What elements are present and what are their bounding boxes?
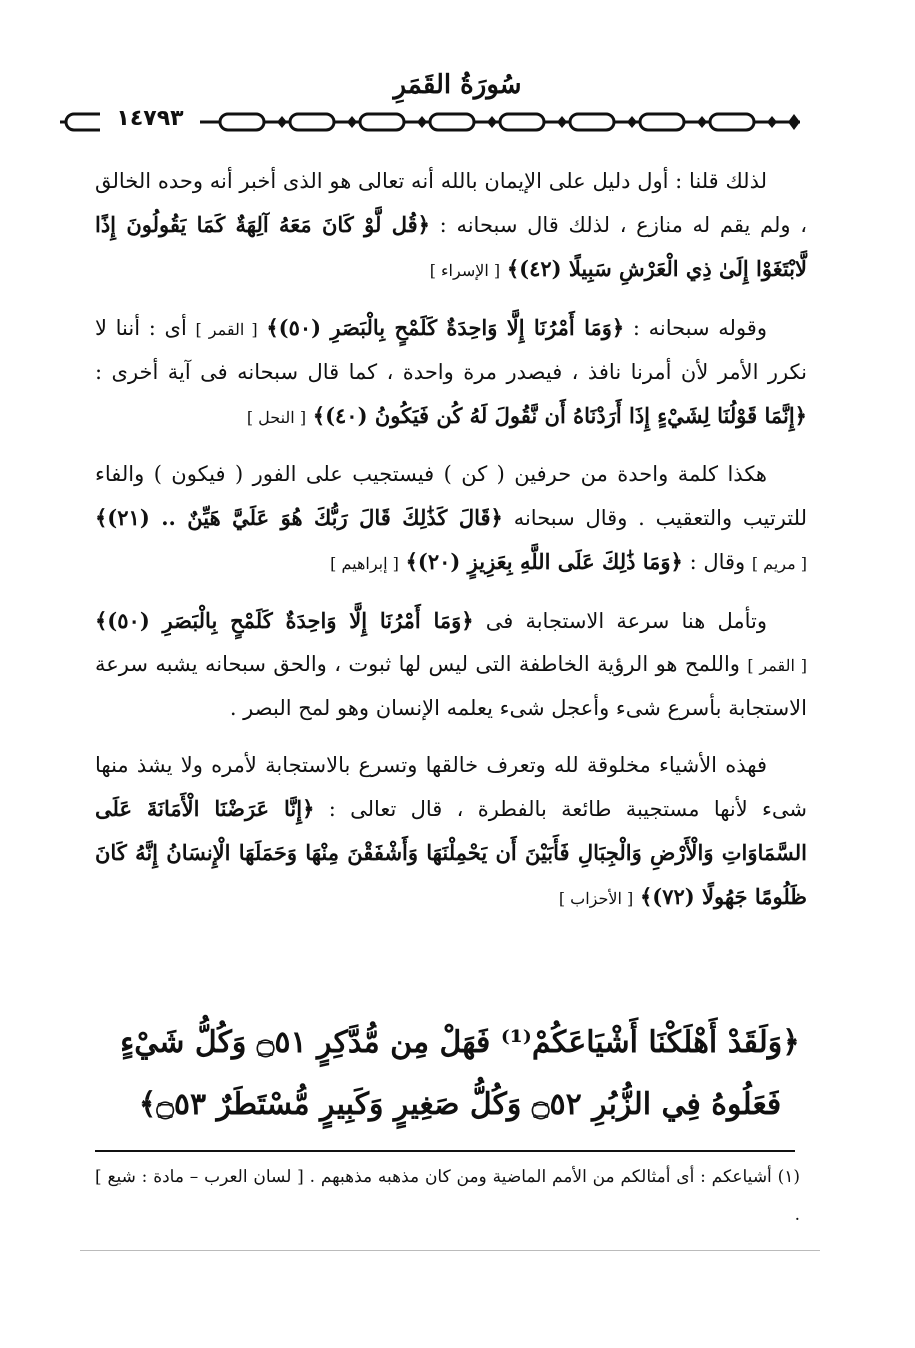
main-quran-verse (110, 1012, 810, 1136)
paragraph-5 (95, 744, 807, 920)
main-text (95, 160, 807, 934)
page-bottom-line (80, 1250, 820, 1251)
quran-verse: ﴿وَمَا أَمْرُنَا إِلَّا وَاحِدَةٌ كَلَمْحٍ بِالْبَصَرِ (٥٠)﴾ (95, 608, 474, 633)
quran-verse: ﴿إِنَّمَا قَوْلُنَا لِشَيْءٍ إِذَا أَرَدْنَاهُ أَن نَّقُولَ لَهُ كُن فَيَكُونُ (٤٠)﴾ (312, 403, 807, 428)
surah-reference: [ إبراهيم ] (330, 554, 399, 573)
paragraph-3 (95, 453, 807, 585)
paragraph-text: وقال : (689, 550, 746, 574)
footnote: (١) أشياعكم : أى أمثالكم من الأمم الماضية ومن كان مذهبه مذهبهم . [ لسان العرب – مادة : شيع ] . (95, 1167, 800, 1225)
quran-verse: ﴿قَالَ كَذَٰلِكَ قَالَ رَبُّكَ هُوَ عَلَيَّ هَيِّنٌ .. (٢١)﴾ (95, 505, 503, 530)
surah-reference: [ القمر ] (195, 320, 258, 339)
paragraph-text: لذلك قلنا : أول دليل على الإيمان بالله أنه تعالى هو الذى أخبر أنه وحده الخالق ، ولم يقم له منازع ، لذلك قال سبحانه : (95, 169, 808, 237)
surah-reference: [ النحل ] (246, 408, 307, 427)
paragraph-text: فهذه الأشياء مخلوقة لله وتعرف خالقها وتسرع بالاستجابة لأمره ولا يشذ منها شىء لأنها مستجيبة طائعة بالفطرة ، قال تعالى : (95, 753, 807, 821)
paragraph-2 (95, 306, 807, 439)
page-number: ١٤٧٩٣ (100, 104, 200, 134)
surah-reference: [ مريم ] (751, 554, 807, 573)
paragraph-4 (95, 599, 807, 730)
surah-title: سُورَةُ القَمَرِ (393, 70, 522, 100)
surah-reference: [ الأحزاب ] (558, 889, 634, 908)
paragraph-text: واللمح هو الرؤية الخاطفة التى ليس لها ثبوت ، والحق سبحانه يشبه سرعة الاستجابة بأسرع شىء وأعجل شىء يعلمه الإنسان وهو لمح البصر . (95, 652, 807, 720)
verse-line-2: فَعَلُوهُ فِي الزُّبُرِ ۝٥٢ وَكُلُّ صَغِيرٍ وَكَبِيرٍ مُّسْتَطَرٌ ۝٥٣﴾ (138, 1087, 782, 1122)
paragraph-text: وقوله سبحانه : (632, 316, 767, 340)
footnote-divider (95, 1150, 795, 1152)
quran-verse: ﴿وَمَا ذَٰلِكَ عَلَى اللَّهِ بِعَزِيزٍ (٢٠)﴾ (405, 549, 683, 574)
quran-verse: ﴿قُل لَّوْ كَانَ مَعَهُ آلِهَةٌ كَمَا يَقُولُونَ إِذًا لَّابْتَغَوْا إِلَىٰ ذِي الْعَرْشِ سَبِيلًا (٤٢)﴾ (95, 212, 807, 281)
verse-line-1: ﴿وَلَقَدْ أَهْلَكْنَا أَشْيَاعَكُمْ⁽¹⁾ فَهَلْ مِن مُّدَّكِرٍ ۝٥١ وَكُلُّ شَيْءٍ (120, 1025, 800, 1060)
quran-verse: ﴿إِنَّا عَرَضْنَا الْأَمَانَةَ عَلَى السَّمَاوَاتِ وَالْأَرْضِ وَالْجِبَالِ فَأَبَيْنَ أَن يَحْمِلْنَهَا وَأَشْفَقْنَ مِنْهَا وَحَمَلَهَا الْإِنسَانُ إِنَّهُ كَانَ ظَلُومًا جَهُولًا (٧٢)﴾ (95, 796, 807, 909)
surah-reference: [ القمر ] (747, 656, 807, 675)
paragraph-text: هكذا كلمة واحدة من حرفين ( كن ) فيستجيب على الفور ( فيكون ) والفاء للترتيب والتعقيب . وقال سبحانه (95, 462, 807, 530)
quran-verse: ﴿وَمَا أَمْرُنَا إِلَّا وَاحِدَةٌ كَلَمْحٍ بِالْبَصَرِ (٥٠)﴾ (266, 315, 625, 340)
paragraph-1 (95, 160, 807, 292)
paragraph-text: وتأمل هنا سرعة الاستجابة فى (485, 609, 767, 633)
paragraph-text: أى : أننا لا نكرر الأمر لأن أمرنا نافذ ، فيصدر مرة واحدة ، كما قال سبحانه فى آية أخرى : (95, 316, 807, 384)
surah-reference: [ الإسراء ] (429, 261, 501, 280)
